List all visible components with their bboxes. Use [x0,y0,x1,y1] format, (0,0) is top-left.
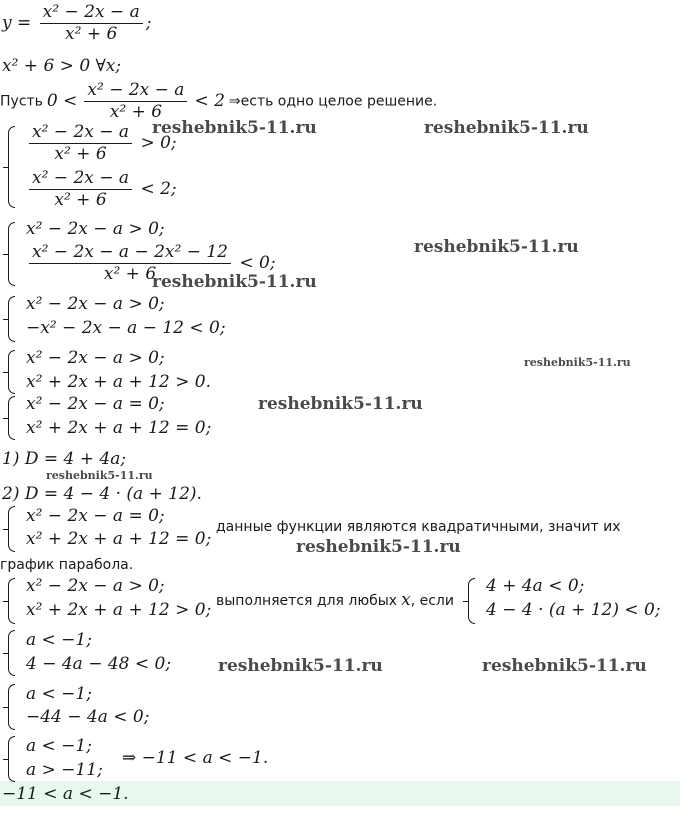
system5-line2: x² + 2x + a + 12 = 0; [26,418,212,438]
watermark: reshebnik5-11.ru [218,656,383,676]
watermark: reshebnik5-11.ru [296,537,461,557]
system-brace [8,578,15,624]
condition-text: выполняется для любых x, если [216,590,454,610]
system2-line2: $\frac{\text{x² − 2x − a − 2x² − 12}}{\text{x² + 6}}$ < 0; [26,244,276,283]
system7-line1: x² − 2x − a > 0; [26,576,165,596]
system4-line2: x² + 2x + a + 12 > 0. [26,372,211,392]
fraction: $\frac{\text{x² − 2x − a}}{\text{x² + 6}}$ [29,170,132,209]
fraction: $\frac{\text{x² − 2x − a}}{\text{x² + 6}}$ [29,124,132,163]
system10-line2: a > −11; [26,760,103,780]
watermark: reshebnik5-11.ru [258,394,423,414]
system-brace [468,578,475,624]
fraction: $\frac{\text{x² − 2x − a}}{\text{x² + 6}}$ [84,82,187,121]
system10-line1: a < −1; [26,736,92,756]
system5-line1: x² − 2x − a = 0; [26,394,165,414]
watermark: reshebnik5-11.ru [524,356,631,369]
watermark: reshebnik5-11.ru [152,272,317,292]
fraction: $\frac{\text{x² − 2x − a}}{\text{x² + 6}}$ [40,4,143,43]
fraction: $\frac{\text{x² − 2x − a − 2x² − 12}}{\text{x² + 6}}$ [29,244,231,283]
explanation-text-2: график парабола. [0,557,134,573]
denominator-positive: x² + 6 > 0 ∀x; [2,56,122,76]
final-answer: −11 < a < −1. [2,784,129,804]
explanation-text-1: данные функции являются квадратичными, значит их [216,519,621,535]
system-brace [8,630,15,676]
system2-line1: x² − 2x − a > 0; [26,219,165,239]
assumption-line: Пусть 0 < $\frac{\text{x² − 2x − a}}{\text{x² + 6}}$ < 2 ⇒есть одно целое решение. [0,80,438,122]
system1-line1: $\frac{\text{x² − 2x − a}}{\text{x² + 6}}$ > 0; [26,124,177,163]
system8-line2: 4 − 4a − 48 < 0; [26,654,172,674]
system-brace [8,222,15,286]
condition-line2: 4 − 4 · (a + 12) < 0; [486,600,661,620]
discriminant-1: 1) D = 4 + 4a; [2,449,127,469]
watermark: reshebnik5-11.ru [482,656,647,676]
system6-line1: x² − 2x − a = 0; [26,506,165,526]
system-brace [8,396,15,440]
system6-line2: x² + 2x + a + 12 = 0; [26,529,212,549]
interval-result: ⇒ −11 < a < −1. [122,748,269,768]
system-brace [8,506,15,552]
watermark: reshebnik5-11.ru [152,118,317,138]
system7-line2: x² + 2x + a + 12 > 0; [26,600,212,620]
watermark: reshebnik5-11.ru [424,118,589,138]
system-brace [8,296,15,342]
system8-line1: a < −1; [26,630,92,650]
system9-line2: −44 − 4a < 0; [26,707,150,727]
system-brace [8,126,15,208]
condition-line1: 4 + 4a < 0; [486,576,585,596]
watermark: reshebnik5-11.ru [46,469,153,482]
system-brace [8,350,15,394]
system3-line1: x² − 2x − a > 0; [26,294,165,314]
system4-line1: x² − 2x − a > 0; [26,348,165,368]
system3-line2: −x² − 2x − a − 12 < 0; [26,318,226,338]
system-brace [8,736,15,782]
watermark: reshebnik5-11.ru [414,237,579,257]
function-definition: y = $\frac{\text{x² − 2x − a}}{\text{x² + 6}}$ ; [2,2,152,44]
system1-line2: $\frac{\text{x² − 2x − a}}{\text{x² + 6}}$ < 2; [26,170,177,209]
discriminant-2: 2) D = 4 − 4 · (a + 12). [2,484,202,504]
system-brace [8,684,15,730]
system9-line1: a < −1; [26,684,92,704]
